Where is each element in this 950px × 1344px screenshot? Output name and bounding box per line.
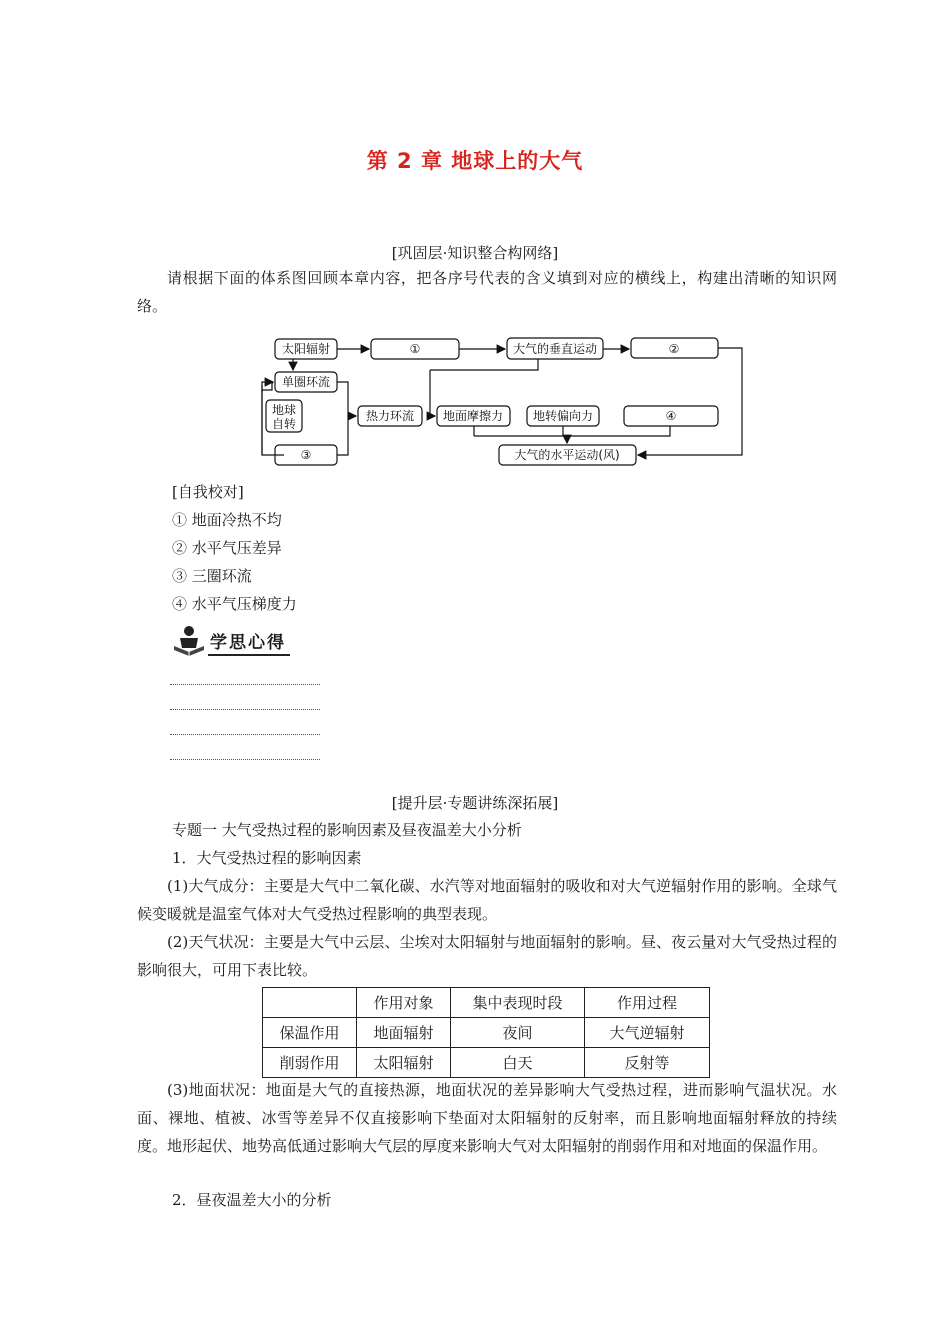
intro-paragraph: 请根据下面的体系图回顾本章内容，把各序号代表的含义填到对应的横线上，构建出清晰的知识网络。 xyxy=(137,269,837,315)
label-blank-4: ④ xyxy=(665,409,677,423)
table-cell: 夜间 xyxy=(451,1018,585,1048)
table-header-cell: 作用对象 xyxy=(357,988,451,1018)
badge-label: 学思心得 xyxy=(210,633,286,653)
table-cell: 太阳辐射 xyxy=(357,1048,451,1078)
label-thermal-circulation: 热力环流 xyxy=(365,409,415,423)
table-cell: 地面辐射 xyxy=(357,1018,451,1048)
paragraph-ground-conditions: (3)地面状况：地面是大气的直接热源，地面状况的差异影响大气受热过程，进而影响气温状况。水面、裸地、植被、冰雪等差异不仅直接影响下垫面对太阳辐射的反射率，而且影响地面辐射释放的持续度。地形起伏、地势高低通过影响大气层的厚度来影响大气对太阳辐射的削弱作用和对地面的保温作用。 xyxy=(137,1081,837,1155)
table-header-cell: 集中表现时段 xyxy=(451,988,585,1018)
table-cell: 反射等 xyxy=(585,1048,710,1078)
table-header-cell xyxy=(263,988,357,1018)
answer-item: ③ 三圈环流 xyxy=(172,567,252,585)
page-title: 第 2 章 地球上的大气 xyxy=(366,149,584,173)
label-blank-2: ② xyxy=(668,342,680,356)
table-cell: 白天 xyxy=(451,1048,585,1078)
notes-line[interactable] xyxy=(170,709,320,710)
notes-line[interactable] xyxy=(170,684,320,685)
table-header-row xyxy=(263,988,710,1018)
subheading-2: 2．昼夜温差大小的分析 xyxy=(172,1191,332,1209)
paragraph-weather: (2)天气状况：主要是大气中云层、尘埃对太阳辐射与地面辐射的影响。昼、夜云量对大气受热过程的影响很大，可用下表比较。 xyxy=(137,933,837,979)
knowledge-network-diagram xyxy=(260,330,760,470)
notes-line[interactable] xyxy=(170,734,320,735)
self-check-heading: [自我校对] xyxy=(172,483,244,501)
table-header-cell: 作用过程 xyxy=(585,988,710,1018)
label-blank-1: ① xyxy=(409,342,421,356)
label-coriolis: 地转偏向力 xyxy=(532,409,594,423)
table-cell: 削弱作用 xyxy=(263,1048,357,1078)
subheading-1: 1．大气受热过程的影响因素 xyxy=(172,849,362,867)
answer-item: ④ 水平气压梯度力 xyxy=(172,595,297,613)
topic-heading: 专题一 大气受热过程的影响因素及昼夜温差大小分析 xyxy=(172,821,522,839)
table-cell: 大气逆辐射 xyxy=(585,1018,710,1048)
table-row xyxy=(263,1018,710,1048)
answer-item: ② 水平气压差异 xyxy=(172,539,282,557)
badge-underline xyxy=(208,654,290,656)
label-solar-radiation: 太阳辐射 xyxy=(281,342,331,356)
answer-item: ① 地面冷热不均 xyxy=(172,511,282,529)
table-cell: 保温作用 xyxy=(263,1018,357,1048)
label-vertical-motion: 大气的垂直运动 xyxy=(512,342,598,356)
study-notes-badge xyxy=(172,624,292,658)
label-single-cell: 单圈环流 xyxy=(281,375,331,389)
label-surface-friction: 地面摩擦力 xyxy=(442,409,504,423)
reader-icon xyxy=(172,624,206,658)
label-earth-rotation-1: 地球 xyxy=(271,403,297,417)
table-row xyxy=(263,1048,710,1078)
notes-line[interactable] xyxy=(170,759,320,760)
label-blank-3: ③ xyxy=(300,448,312,462)
label-horizontal-motion: 大气的水平运动(风) xyxy=(514,448,620,462)
paragraph-atmosphere-composition: (1)大气成分：主要是大气中二氧化碳、水汽等对地面辐射的吸收和对大气逆辐射作用的影响。全球气候变暖就是温室气体对大气受热过程影响的典型表现。 xyxy=(137,877,837,923)
comparison-table xyxy=(262,987,710,1078)
section-heading-consolidation: [巩固层·知识整合构网络] xyxy=(391,244,559,262)
label-earth-rotation-2: 自转 xyxy=(271,417,297,431)
section-heading-improvement: [提升层·专题讲练深拓展] xyxy=(391,794,559,812)
